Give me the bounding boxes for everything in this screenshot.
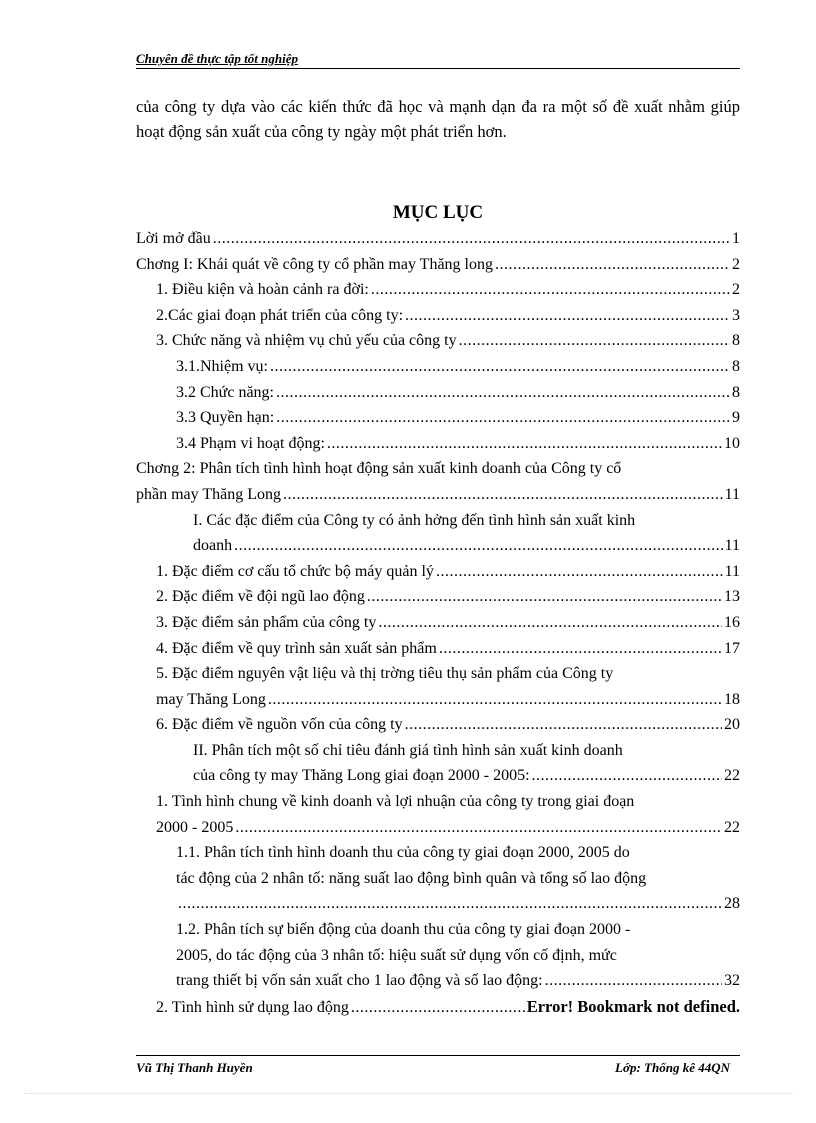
leader-dots (327, 431, 722, 457)
toc-page-number: 32 (724, 972, 740, 990)
toc-entry-text-line1: 1.1. Phân tích tình hình doanh thu của công ty giai đoạn 2000, 2005 do (176, 844, 630, 862)
page-header (136, 50, 740, 69)
toc-entry-giai-doan[interactable] (136, 303, 740, 329)
leader-dots (276, 380, 730, 406)
toc-entry-text: 1. Đặc điểm cơ cấu tổ chức bộ máy quản lý (156, 562, 434, 580)
toc-page-number: 22 (724, 818, 740, 836)
table-of-contents (136, 226, 740, 1019)
toc-entry-loi-mo-dau[interactable] (136, 226, 740, 252)
leader-dots (213, 226, 730, 252)
toc-entry-chuong-2[interactable] (136, 456, 740, 507)
leader-dots (235, 815, 722, 841)
toc-entry-text: 1. Điều kiện và hoàn cảnh ra đời: (156, 281, 369, 299)
toc-page-number: 28 (724, 895, 740, 913)
toc-entry-text-line1: 1. Tình hình chung về kinh doanh và lợi nhuận của công ty trong giai đoạn (156, 793, 635, 811)
toc-entry-text: 3. Chức năng và nhiệm vụ chủ yếu của công ty (156, 332, 457, 350)
toc-entry-text: 3.4 Phạm vi hoạt động: (176, 434, 325, 452)
toc-page-error: Error! Bookmark not defined. (526, 996, 740, 1016)
toc-entry-text-line2: 2000 - 2005 (156, 818, 234, 836)
toc-entry-text: 2.Các giai đoạn phát triển của công ty: (156, 306, 404, 324)
toc-entry-nguon-von[interactable] (136, 712, 740, 738)
toc-entry-dieu-kien[interactable] (136, 277, 740, 303)
toc-entry-text: 4. Đặc điểm về quy trình sản xuất sản phẩm (156, 639, 437, 657)
leader-dots (405, 303, 730, 329)
leader-dots (439, 636, 722, 662)
toc-entry-text-line1: II. Phân tích một số chỉ tiêu đánh giá tình hình sản xuất kinh doanh (193, 741, 623, 759)
toc-entry-pham-vi[interactable] (136, 431, 740, 457)
toc-entry-text-line2: 2005, do tác động của 3 nhân tố: hiệu suất sử dụng vốn cố định, mức (176, 946, 617, 964)
toc-entry-san-pham[interactable] (136, 610, 740, 636)
toc-page-number: 9 (732, 409, 740, 427)
toc-entry-text-line2: tác động của 2 nhân tố: năng suất lao động bình quân và tổng số lao động (176, 869, 647, 887)
toc-entry-text-line2: may Thăng Long (156, 690, 266, 708)
toc-page-number: 16 (724, 613, 740, 631)
toc-entry-text-line1: 1.2. Phân tích sự biến động của doanh thu của công ty giai đoạn 2000 - (176, 921, 631, 939)
toc-entry-text: 3.2 Chức năng: (176, 383, 274, 401)
toc-page-number: 2 (732, 281, 740, 299)
toc-entry-doanh-thu-3-nhan-to[interactable] (136, 917, 740, 994)
toc-entry-text: 3.3 Quyền hạn: (176, 409, 275, 427)
toc-page-number: 18 (724, 690, 740, 708)
toc-entry-su-dung-lao-dong[interactable] (136, 994, 740, 1020)
toc-entry-text-line2: doanh (193, 537, 233, 555)
toc-entry-text-line3: trang thiết bị vốn sản xuất cho 1 lao động và số lao động: (176, 972, 543, 990)
toc-page-number: 8 (732, 383, 740, 401)
leader-dots (276, 405, 730, 431)
toc-page-number: 10 (724, 434, 740, 452)
leader-dots (234, 533, 722, 559)
toc-page-number: 22 (724, 767, 740, 785)
toc-entry-text-line2: phần may Thăng Long (136, 485, 282, 503)
toc-entry-chuc-nang[interactable] (136, 380, 740, 406)
toc-entry-quyen-han[interactable] (136, 405, 740, 431)
toc-page-number: 2 (732, 255, 740, 273)
toc-entry-text: Chơng I: Khái quát về công ty cổ phần may Thăng long (136, 255, 493, 273)
toc-entry-text: Lời mở đầu (136, 230, 211, 247)
leader-dots (405, 712, 722, 738)
leader-dots (367, 584, 722, 610)
leader-dots (283, 482, 723, 508)
toc-page-number: 3 (732, 306, 740, 324)
toc-entry-text: 2. Tình hình sử dụng lao động (156, 998, 349, 1016)
leader-dots (495, 252, 730, 278)
intro-paragraph (136, 94, 740, 144)
toc-entry-doanh-thu-2-nhan-to[interactable] (136, 840, 740, 917)
toc-entry-text: 6. Đặc điểm về nguồn vốn của công ty (156, 716, 403, 734)
toc-entry-text-line1: I. Các đặc điểm của Công ty có ảnh hởng đến tình hình sản xuất kinh (193, 511, 636, 529)
toc-title: MỤC LỤC (392, 202, 484, 223)
toc-page-number: 11 (724, 485, 740, 503)
footer-author: Vũ Thị Thanh Huyền (136, 1060, 253, 1075)
page-footer (136, 1055, 740, 1076)
leader-dots (351, 995, 525, 1021)
header-title: Chuyên đề thực tập tốt nghiệp (136, 51, 298, 66)
toc-page-number: 20 (724, 716, 740, 734)
leader-dots (378, 610, 722, 636)
toc-entry-section-ii[interactable] (136, 738, 740, 789)
toc-page-number: 8 (732, 332, 740, 350)
toc-page-number: 17 (724, 639, 740, 657)
toc-entry-chuong-1[interactable] (136, 252, 740, 278)
leader-dots (371, 277, 730, 303)
toc-entry-co-cau-to-chuc[interactable] (136, 559, 740, 585)
toc-entry-text: 3. Đặc điểm sản phẩm của công ty (156, 613, 377, 631)
toc-entry-text: 2. Đặc điểm về đội ngũ lao động (156, 588, 365, 606)
toc-entry-text-line1: 5. Đặc điểm nguyên vật liệu và thị trờng tiêu thụ sản phẩm của Công ty (156, 665, 614, 683)
leader-dots (268, 687, 722, 713)
toc-page-number: 13 (724, 588, 740, 606)
toc-entry-text-line2: của công ty may Thăng Long giai đoạn 2000 - 2005: (193, 767, 530, 785)
leader-dots (459, 328, 730, 354)
toc-entry-tinh-hinh-chung[interactable] (136, 789, 740, 840)
leader-dots (545, 968, 722, 994)
toc-entry-quy-trinh[interactable] (136, 636, 740, 662)
toc-page-number: 11 (724, 537, 740, 555)
toc-page-number: 11 (724, 562, 740, 580)
page-break-line (24, 1093, 794, 1094)
toc-entry-doi-ngu-lao-dong[interactable] (136, 584, 740, 610)
toc-entry-section-i[interactable] (136, 508, 740, 559)
toc-entry-chuc-nang-nhiem-vu[interactable] (136, 328, 740, 354)
intro-text: của công ty dựa vào các kiến thức đã học và mạnh dạn đa ra một số đề xuất nhằm giúp hoạt động sản xuất của công ty ngày một phát triển hơn. (136, 97, 740, 141)
toc-entry-nhiem-vu[interactable] (136, 354, 740, 380)
toc-page-number: 8 (732, 357, 740, 375)
leader-dots (532, 763, 722, 789)
leader-dots (178, 891, 722, 917)
toc-entry-text-line1: Chơng 2: Phân tích tình hình hoạt động sản xuất kinh doanh của Công ty cổ (136, 460, 622, 478)
leader-dots (270, 354, 730, 380)
toc-entry-text: 3.1.Nhiệm vụ: (176, 357, 268, 375)
leader-dots (436, 559, 723, 585)
footer-class: Lớp: Thống kê 44QN (615, 1060, 730, 1075)
toc-page-number: 1 (732, 230, 740, 247)
toc-entry-nguyen-vat-lieu[interactable] (136, 661, 740, 712)
